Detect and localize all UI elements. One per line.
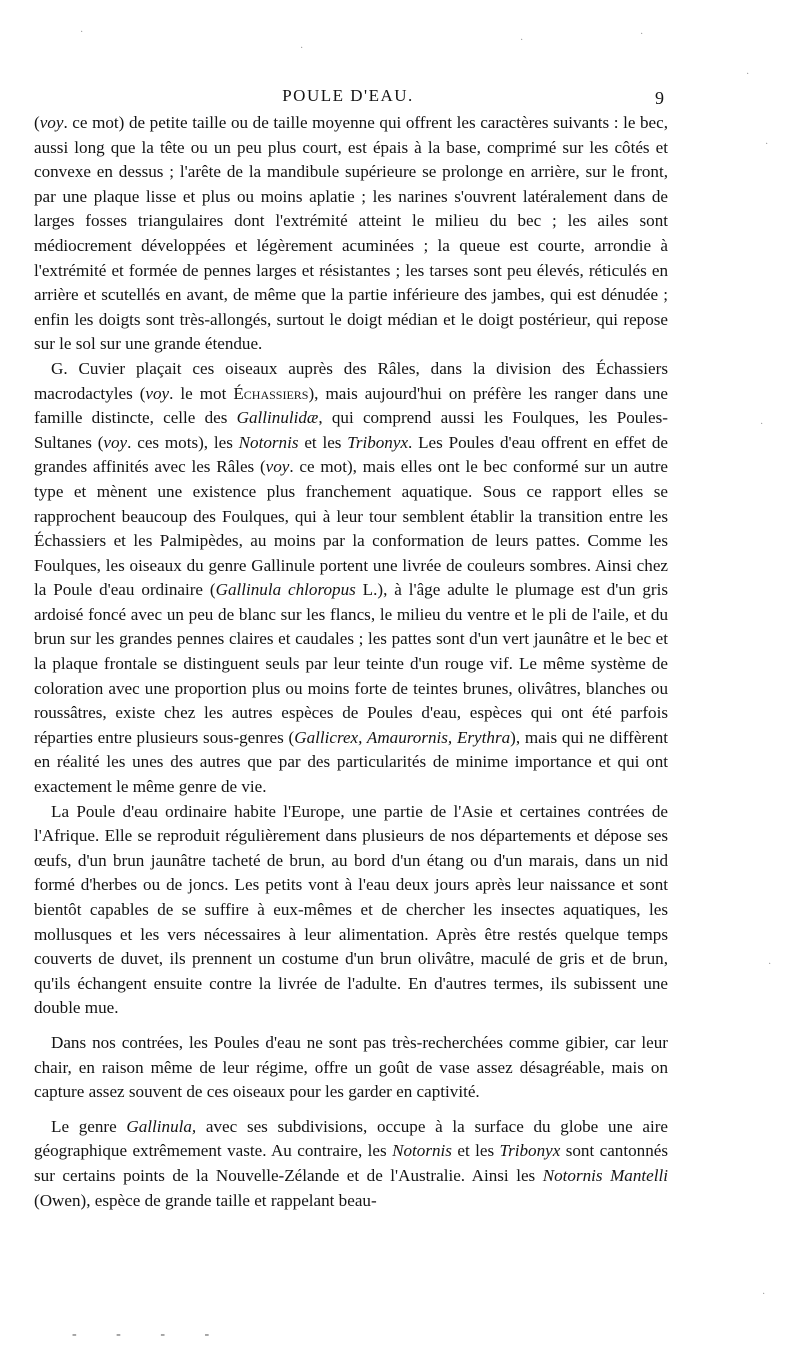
italic-text: Gallicrex, Amaurornis, Erythra (294, 727, 511, 747)
italic-text: Gallinula chloropus (215, 580, 356, 600)
page-header (34, 86, 662, 110)
text-run: G. Cuvier plaçait ces oiseaux auprès des Râles, dans la division des Échassiers macrodactyles ( (34, 358, 668, 403)
italic-text: Tribonyx (499, 1141, 561, 1161)
text-run: . le mot (169, 383, 234, 403)
italic-text: Gallinulidæ (236, 408, 319, 428)
text-run: La Poule d'eau ordinaire habite l'Europe, une partie de l'Asie et certaines contrées de l'Afrique. Elle se reproduit régulièrement dans plusieurs de nos départements et dépose ses œufs, d'un brun jaunâtre tacheté de brun, au bord d'un étang ou d'un marais, dans un nid formé d'herbes ou de joncs. Les petits vont à l'eau deux jours après leur naissance et sont bientôt capables de se suffire à eux-mêmes et de chercher les insectes aquatiques, les mollusques et les vers nécessaires à leur alimentation. Après être restés quelque temps couverts de duvet, ils prennent un costume d'un brun olivâtre, maculé de gris et de brun, qu'ils échangent ensuite contre la livrée de l'adulte. En d'autres termes, ils subissent une double mue. (34, 801, 668, 1018)
scan-speck: · (300, 43, 304, 54)
italic-text: Gallinula, (126, 1116, 197, 1136)
scan-speck: · (520, 35, 524, 46)
running-title: POULE D'EAU. (282, 86, 414, 105)
italic-text: voy (145, 383, 170, 403)
scan-speck: · (80, 27, 84, 38)
small-caps-text: Échassiers (233, 383, 309, 403)
italic-text: voy (39, 113, 64, 132)
text-run: . ce mot), mais elles ont le bec conformé sur un autre type et mènent une existence plus franchement aquatique. Sous ce rapport elles se rapprochent beaucoup des Foulques, qui à leur tour semblent établir la transition entre les Échassiers et les Palmipèdes, au moins par la conformation de leurs pattes. Comme les Foulques, les oiseaux du genre Gallinule portent une livrée de couleurs sombres. Ainsi chez la Poule d'eau ordinaire ( (34, 457, 668, 600)
italic-text: Notornis (238, 432, 299, 452)
italic-text: voy (265, 457, 290, 477)
text-run: Le genre (51, 1116, 127, 1136)
scan-speck: · (640, 29, 644, 40)
paragraph (34, 111, 668, 357)
scan-speck: · (768, 959, 772, 970)
text-run: (Owen), espèce de grande taille et rappelant beau- (34, 1190, 377, 1210)
text-run: , qui comprend aussi les Foulques, les Poules-Sultanes ( (34, 408, 668, 452)
scan-speck: · (746, 69, 750, 80)
text-run: L.), à l'âge adulte le plumage est d'un gris ardoisé foncé avec un peu de blanc sur les flancs, le milieu du ventre et le pli de l'aile, et du brun sur les grandes pennes claires et caudales ; les pattes sont d'un vert jaunâtre et le bec et la plaque frontale se distinguent seuls par leur teinte d'un rouge vif. Le même système de coloration avec une proportion plus ou moins forte de teintes brunes, olivâtres, blanches ou roussâtres, existe chez les autres espèces de Poules d'eau, espèces qui ont été parfois réparties entre plusieurs sous-genres ( (34, 580, 668, 747)
scan-edge-dashes: - - - - (72, 1327, 228, 1342)
scan-speck: · (765, 139, 769, 150)
paragraph (34, 357, 668, 800)
text-run: ), mais aujourd'hui on préfère les ranger dans une famille distincte, celle des (34, 383, 668, 428)
text-run: et les (298, 432, 348, 452)
scan-speck: · (760, 419, 764, 430)
page-number: 9 (655, 88, 664, 108)
italic-text: Notornis (392, 1141, 452, 1161)
paragraph-prefix: ( (34, 113, 40, 132)
text-run: . Les Poules d'eau offrent en effet de grandes affinités avec les Râles ( (34, 432, 668, 477)
text-run: et les (451, 1141, 500, 1161)
italic-text: voy (103, 432, 128, 452)
text-run: Dans nos contrées, les Poules d'eau ne sont pas très-recherchées comme gibier, car leur chair, en raison même de leur régime, offre un goût de vase assez désagréable, mais on capture assez souvent de ces oiseaux pour les garder en captivité. (34, 1032, 668, 1102)
paragraph (34, 800, 668, 1021)
body-text (34, 111, 668, 1213)
text-run: . ces mots), les (127, 432, 239, 452)
text-run: sont cantonnés sur certains points de la Nouvelle-Zélande et de l'Australie. Ainsi les (34, 1141, 668, 1185)
text-run: ), mais qui ne diffèrent en réalité les unes des autres que par des particularités de minime importance et qui ont exactement le même genre de vie. (34, 727, 668, 797)
text-run: avec ses subdivisions, occupe à la surface du globe une aire géographique extrêmement vaste. Au contraire, les (34, 1116, 668, 1161)
italic-text: Notornis Mantelli (542, 1165, 668, 1185)
scan-speck: · (762, 1289, 766, 1300)
paragraph (34, 1031, 668, 1105)
paragraph (34, 1115, 668, 1213)
italic-text: Tribonyx (347, 432, 409, 452)
text-run: . ce mot) de petite taille ou de taille moyenne qui offrent les caractères suivants : le bec, aussi long que la tête ou un peu plus court, est épais à la base, comprimé sur les côtés et convexe en dessus ; l'arête de la mandibule supérieure se prolonge en arrière, sur le front, par une plaque lisse et plus ou moins aplatie ; les narines s'ouvrent latéralement dans de larges fosses triangulaires dont l'extrémité atteint le milieu du bec ; les ailes sont médiocrement développées et légèrement acuminées ; la queue est courte, arrondie à l'extrémité et formée de pennes larges et résistantes ; les tarses sont peu élevés, réticulés en arrière et scutellés en avant, de même que la partie inférieure des jambes, qui est dénudée ; enfin les doigts sont très-allongés, surtout le doigt médian et le doigt postérieur, qui repose sur le sol sur une grande étendue. (34, 113, 668, 354)
